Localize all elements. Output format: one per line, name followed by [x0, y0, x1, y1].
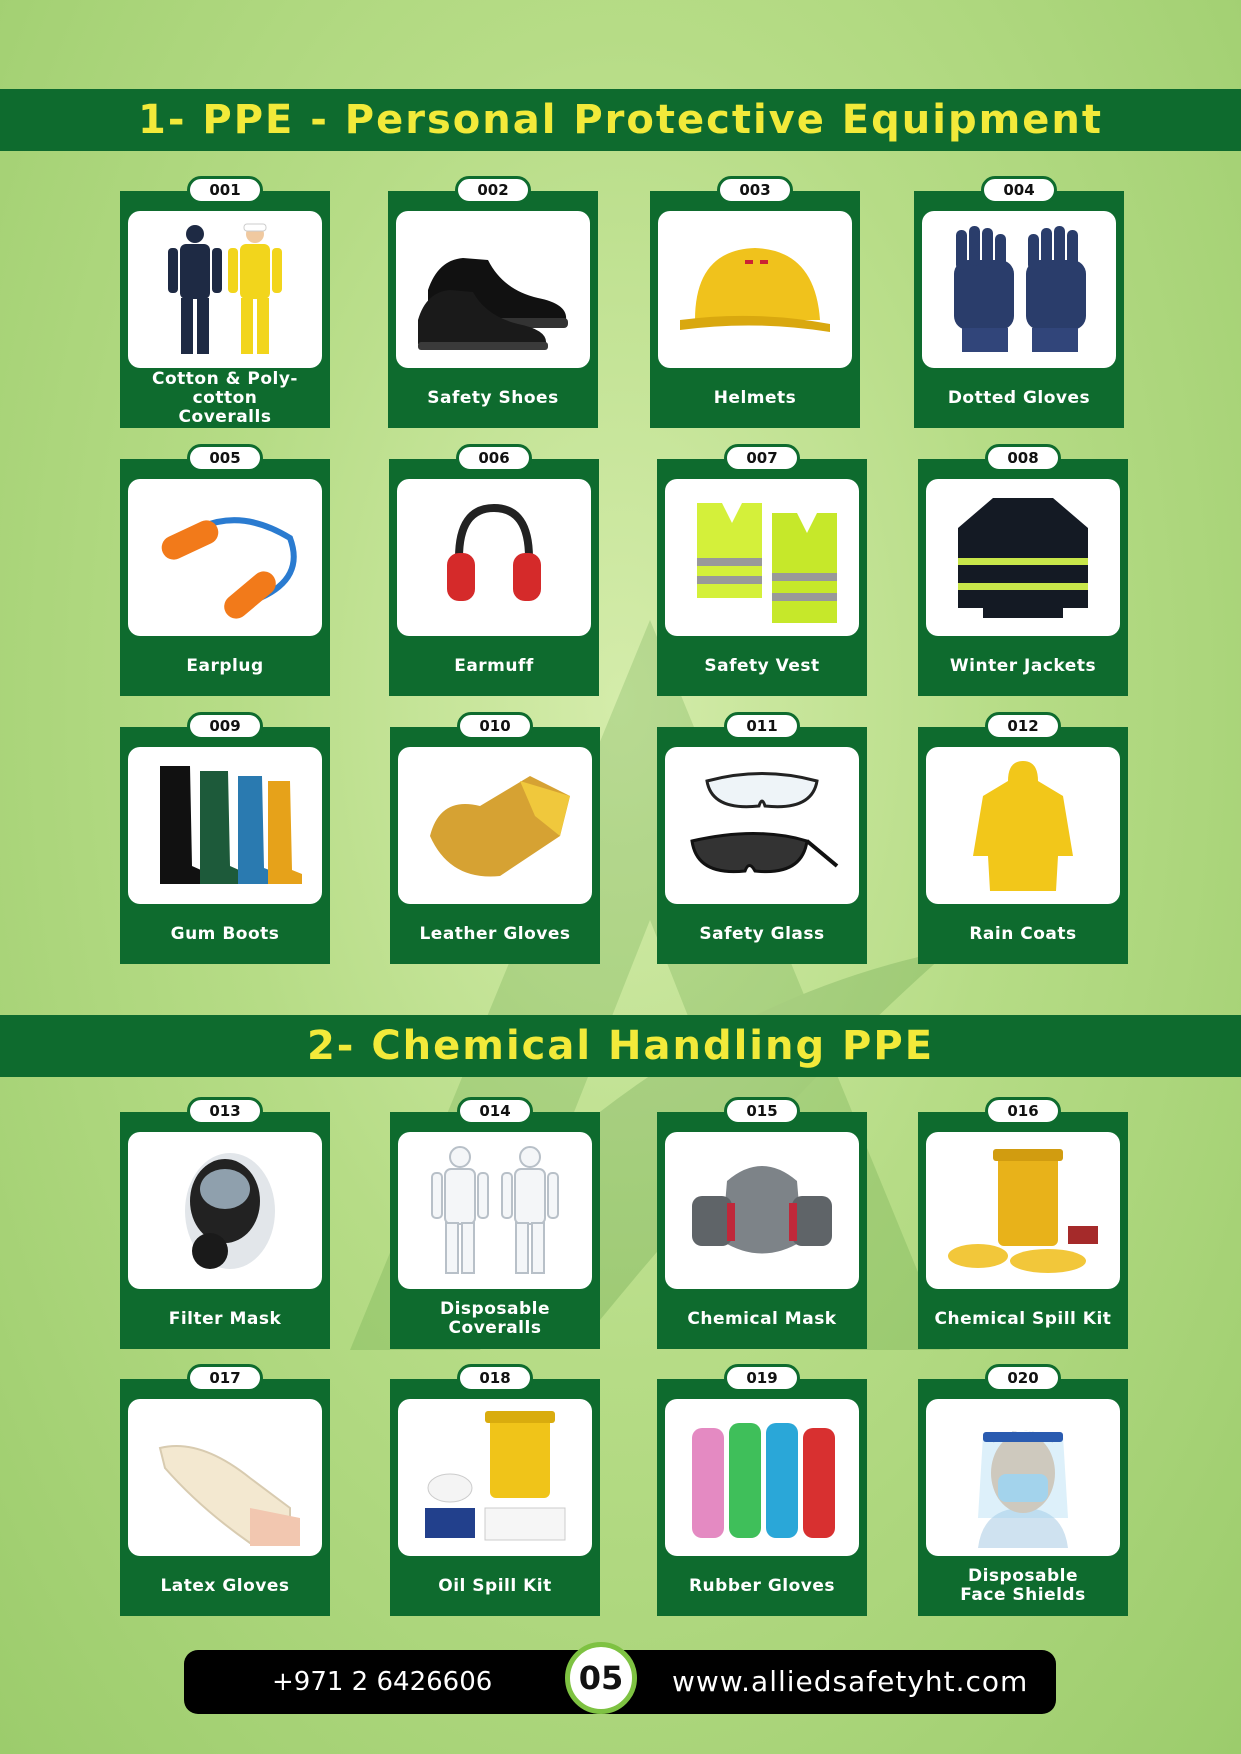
- product-label: Chemical Mask: [687, 1308, 837, 1329]
- product-number: 007: [724, 444, 800, 472]
- product-image: [665, 747, 859, 904]
- product-label: Safety Shoes: [427, 387, 559, 408]
- earmuff-icon: [409, 488, 579, 628]
- product-number: 009: [187, 712, 263, 740]
- product-card-001[interactable]: [120, 181, 330, 428]
- jacket-icon: [938, 488, 1108, 628]
- product-number: 004: [981, 176, 1057, 204]
- product-number: 008: [985, 444, 1061, 472]
- product-image: [398, 1399, 592, 1556]
- product-card-015[interactable]: [657, 1102, 867, 1349]
- product-number: 003: [717, 176, 793, 204]
- glove-icon: [140, 1408, 310, 1548]
- product-number: 010: [457, 712, 533, 740]
- product-label: Rubber Gloves: [688, 1575, 836, 1596]
- product-card-018[interactable]: [390, 1369, 600, 1616]
- product-card-014[interactable]: [390, 1102, 600, 1349]
- product-label: Disposable Face Shields: [960, 1566, 1086, 1605]
- product-card-012[interactable]: [918, 717, 1128, 964]
- product-card-011[interactable]: [657, 717, 867, 964]
- helmet-icon: [670, 220, 840, 360]
- product-image: [665, 1399, 859, 1556]
- product-number: 011: [724, 712, 800, 740]
- product-image: [658, 211, 852, 368]
- coveralls-icon: [140, 220, 310, 360]
- product-number: 001: [187, 176, 263, 204]
- website-link[interactable]: www.alliedsafetyht.com: [672, 1665, 1029, 1698]
- product-label: Disposable Coveralls: [439, 1299, 551, 1338]
- glove-icon: [410, 756, 580, 896]
- product-label: Rain Coats: [969, 923, 1077, 944]
- product-card-005[interactable]: [120, 449, 330, 696]
- gas-mask-icon: [140, 1141, 310, 1281]
- product-image: [128, 1132, 322, 1289]
- spill-kit-icon: [938, 1141, 1108, 1281]
- product-label: Gum Boots: [170, 923, 280, 944]
- face-shield-icon: [938, 1408, 1108, 1548]
- product-card-008[interactable]: [918, 449, 1128, 696]
- product-image: [926, 479, 1120, 636]
- product-number: 020: [985, 1364, 1061, 1392]
- product-card-010[interactable]: [390, 717, 600, 964]
- product-image: [397, 479, 591, 636]
- product-number: 017: [187, 1364, 263, 1392]
- product-number: 016: [985, 1097, 1061, 1125]
- product-card-004[interactable]: [914, 181, 1124, 428]
- coveralls-icon: [410, 1141, 580, 1281]
- product-number: 012: [985, 712, 1061, 740]
- product-label: Earplug: [186, 655, 264, 676]
- product-number: 018: [457, 1364, 533, 1392]
- footer-bar: [184, 1650, 1056, 1714]
- product-card-003[interactable]: [650, 181, 860, 428]
- product-image: [128, 1399, 322, 1556]
- product-card-006[interactable]: [389, 449, 599, 696]
- product-number: 002: [455, 176, 531, 204]
- product-image: [926, 1132, 1120, 1289]
- section-title-ppe: 1- PPE - Personal Protective Equipment: [138, 97, 1103, 143]
- product-label: Cotton & Poly-cotton Coveralls: [152, 368, 298, 427]
- product-image: [396, 211, 590, 368]
- glove-icon: [934, 220, 1104, 360]
- product-card-013[interactable]: [120, 1102, 330, 1349]
- product-number: 013: [187, 1097, 263, 1125]
- product-image: [128, 747, 322, 904]
- shoe-icon: [408, 220, 578, 360]
- product-card-019[interactable]: [657, 1369, 867, 1616]
- spill-kit-icon: [410, 1408, 580, 1548]
- product-card-017[interactable]: [120, 1369, 330, 1616]
- product-number: 015: [724, 1097, 800, 1125]
- respirator-icon: [677, 1141, 847, 1281]
- product-image: [398, 747, 592, 904]
- product-number: 019: [724, 1364, 800, 1392]
- page-number: 05: [565, 1642, 637, 1714]
- product-card-007[interactable]: [657, 449, 867, 696]
- product-label: Safety Vest: [704, 655, 820, 676]
- section-banner-ppe: [0, 89, 1241, 151]
- product-card-020[interactable]: [918, 1369, 1128, 1616]
- product-label: Safety Glass: [699, 923, 825, 944]
- product-image: [926, 747, 1120, 904]
- earplug-icon: [140, 488, 310, 628]
- boots-icon: [140, 756, 310, 896]
- vest-icon: [677, 488, 847, 628]
- product-label: Oil Spill Kit: [438, 1575, 552, 1596]
- glasses-icon: [677, 756, 847, 896]
- product-label: Helmets: [713, 387, 797, 408]
- product-image: [665, 1132, 859, 1289]
- section-title-chemical: 2- Chemical Handling PPE: [306, 1023, 935, 1069]
- product-number: 006: [456, 444, 532, 472]
- product-number: 005: [187, 444, 263, 472]
- raincoat-icon: [938, 756, 1108, 896]
- product-image: [128, 211, 322, 368]
- product-label: Earmuff: [454, 655, 534, 676]
- glove-icon: [677, 1408, 847, 1548]
- product-number: 014: [457, 1097, 533, 1125]
- product-card-002[interactable]: [388, 181, 598, 428]
- product-image: [926, 1399, 1120, 1556]
- product-image: [922, 211, 1116, 368]
- product-card-016[interactable]: [918, 1102, 1128, 1349]
- product-image: [128, 479, 322, 636]
- product-label: Winter Jackets: [949, 655, 1097, 676]
- section-banner-chemical: [0, 1015, 1241, 1077]
- phone-number[interactable]: +971 2 6426606: [272, 1667, 493, 1697]
- product-card-009[interactable]: [120, 717, 330, 964]
- product-label: Latex Gloves: [160, 1575, 290, 1596]
- product-image: [665, 479, 859, 636]
- product-label: Leather Gloves: [419, 923, 571, 944]
- product-label: Dotted Gloves: [947, 387, 1091, 408]
- product-label: Filter Mask: [168, 1308, 282, 1329]
- product-image: [398, 1132, 592, 1289]
- product-label: Chemical Spill Kit: [934, 1308, 1112, 1329]
